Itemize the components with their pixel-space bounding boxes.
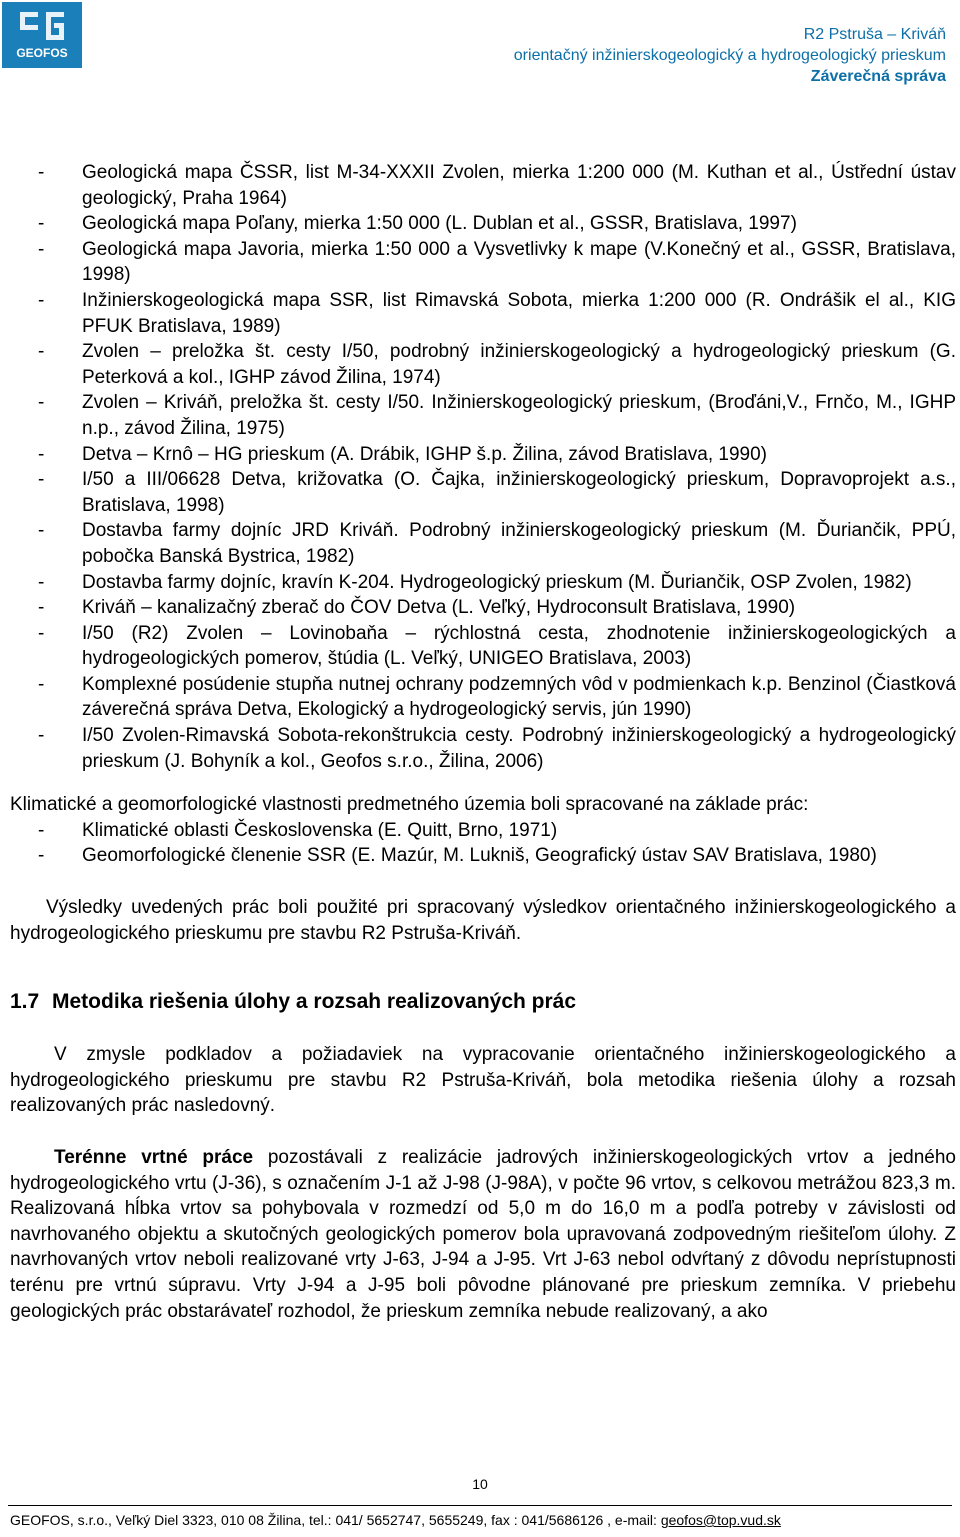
reference-list bbox=[38, 160, 956, 774]
footer-company: GEOFOS, s.r.o., Veľký Diel 3323, 010 08 Žilina, tel.: 041/ 5652747, 5655249, fax : 041/5686126 , e-mail: bbox=[10, 1512, 661, 1528]
list-item: - Geologická mapa Poľany, mierka 1:50 000 (L. Dublan et al., GSSR, Bratislava, 1997) bbox=[38, 211, 956, 237]
list-item: - I/50 Zvolen-Rimavská Sobota-rekonštrukcia cesty. Podrobný inžinierskogeologický a hydrogeologický prieskum (J. Bohyník a kol., Geofos s.r.o., Žilina, 2006) bbox=[38, 723, 956, 774]
drilling-text: pozostávali z realizácie jadrových inžinierskogeologických vrtov a jedného hydrogeologického vrtu (J-36), s označením J-1 až J-98 (J-98A), v počte 96 vrtov, s celkovou metrážou 823,3 m. Realizovaná hĺbka vrtov sa pohybovala v rozmedzí od 5,0 m do 16,0 m a podľa potreby v závislosti od navrhovaného objektu a skutočných geologických pomerov bola upravovaná zodpovedným riešiteľom úlohy. Z navrhovaných vrtov neboli realizované vrty J-63, J-94 a J-95. Vrt J-63 nebol odvŕtaný z dôvodu neprístupnosti terénu pre vrtnú súpravu. Vrty J-94 a J-95 boli pôvodne plánované pre prieskum zemníka. V priebehu geologických prác obstarávateľ rozhodol, že prieskum zemníka nebude realizovaný, a ako bbox=[10, 1147, 956, 1322]
list-item: - I/50 (R2) Zvolen – Lovinobaňa – rýchlostná cesta, zhodnotenie inžinierskogeologických a hydrogeologických pomerov, štúdia (L. Veľký, UNIGEO Bratislava, 2003) bbox=[38, 621, 956, 672]
list-item: - Kriváň – kanalizačný zberač do ČOV Detva (L. Veľký, Hydroconsult Bratislava, 1990) bbox=[38, 595, 956, 621]
report-type: Záverečná správa bbox=[810, 68, 946, 85]
footer-divider bbox=[8, 1505, 952, 1506]
list-item: - Komplexné posúdenie stupňa nutnej ochrany podzemných vôd v podmienkach k.p. Benzinol (Čiastková záverečná správa Detva, Ekologický a hydrogeologický servis, jún 1990) bbox=[38, 672, 956, 723]
drilling-lead: Terénne vrtné práce bbox=[54, 1147, 254, 1168]
company-logo bbox=[2, 2, 82, 68]
drilling-paragraph bbox=[10, 1145, 956, 1324]
list-item: - Dostavba farmy dojníc JRD Kriváň. Podrobný inžinierskogeologický prieskum (M. Ďuriančik, PPÚ, pobočka Banská Bystrica, 1982) bbox=[38, 518, 956, 569]
footer bbox=[10, 1512, 781, 1528]
list-item: - I/50 a III/06628 Detva, križovatka (O. Čajka, inžinierskogeologický prieskum, Dopravoprojekt a.s., Bratislava, 1998) bbox=[38, 467, 956, 518]
geofos-logo-icon bbox=[2, 2, 82, 68]
list-item: - Zvolen – Kriváň, preložka št. cesty I/50. Inžinierskogeologický prieskum, (Broďáni,V., Frnčo, M., IGHP n.p., závod Žilina, 1975) bbox=[38, 390, 956, 441]
list-item: - Inžinierskogeologická mapa SSR, list Rimavská Sobota, mierka 1:200 000 (R. Ondrášik el al., KIG PFUK Bratislava, 1989) bbox=[38, 288, 956, 339]
list-item: - Geologická mapa ČSSR, list M-34-XXXII Zvolen, mierka 1:200 000 (M. Kuthan et al., Ústřední ústav geologický, Praha 1964) bbox=[38, 160, 956, 211]
method-paragraph: V zmysle podkladov a požiadaviek na vypracovanie orientačného inžinierskogeologického a hydrogeologického prieskumu pre stavbu R2 Pstruša-Kriváň, bola metodika riešenia úlohy a rozsah realizovaných prác nasledovný. bbox=[10, 1044, 956, 1117]
section-number: 1.7 bbox=[10, 990, 40, 1014]
list-item: - Detva – Krnô – HG prieskum (A. Drábik, IGHP š.p. Žilina, závod Bratislava, 1990) bbox=[38, 442, 956, 468]
list-item: - Geomorfologické členenie SSR (E. Mazúr, M. Lukniš, Geografický ústav SAV Bratislava, 1980) bbox=[38, 843, 956, 869]
summary-paragraph: Výsledky uvedených prác boli použité pri spracovaný výsledkov orientačného inžinierskogeologického a hydrogeologického prieskumu pre stavbu R2 Pstruša-Kriváň. bbox=[10, 897, 956, 944]
footer-email-link[interactable]: geofos@top.vud.sk bbox=[660, 1512, 781, 1528]
document-body bbox=[10, 160, 956, 1324]
project-name: R2 Pstruša – Kriváň bbox=[803, 26, 946, 43]
list-item: - Zvolen – preložka št. cesty I/50, podrobný inžinierskogeologický a hydrogeologický prieskum (G. Peterková a kol., IGHP závod Žilina, 1974) bbox=[38, 339, 956, 390]
report-header bbox=[514, 24, 946, 87]
logo-wordmark: GEOFOS bbox=[16, 46, 68, 60]
list-item: - Geologická mapa Javoria, mierka 1:50 000 a Vysvetlivky k mape (V.Konečný et al., GSSR, Bratislava, 1998) bbox=[38, 237, 956, 288]
climate-intro: Klimatické a geomorfologické vlastnosti predmetného územia boli spracované na základe prác: bbox=[10, 794, 809, 816]
section-heading bbox=[10, 988, 956, 1016]
list-item: - Dostavba farmy dojníc, kravín K-204. Hydrogeologický prieskum (M. Ďuriančik, OSP Zvolen, 1982) bbox=[38, 570, 956, 596]
list-item: - Klimatické oblasti Československa (E. Quitt, Brno, 1971) bbox=[38, 818, 956, 844]
survey-type: orientačný inžinierskogeologický a hydrogeologický prieskum bbox=[513, 47, 946, 64]
page-number: 10 bbox=[472, 1476, 488, 1492]
section-title: Metodika riešenia úlohy a rozsah realizovaných prác bbox=[52, 990, 577, 1014]
climate-reference-list bbox=[38, 818, 956, 869]
